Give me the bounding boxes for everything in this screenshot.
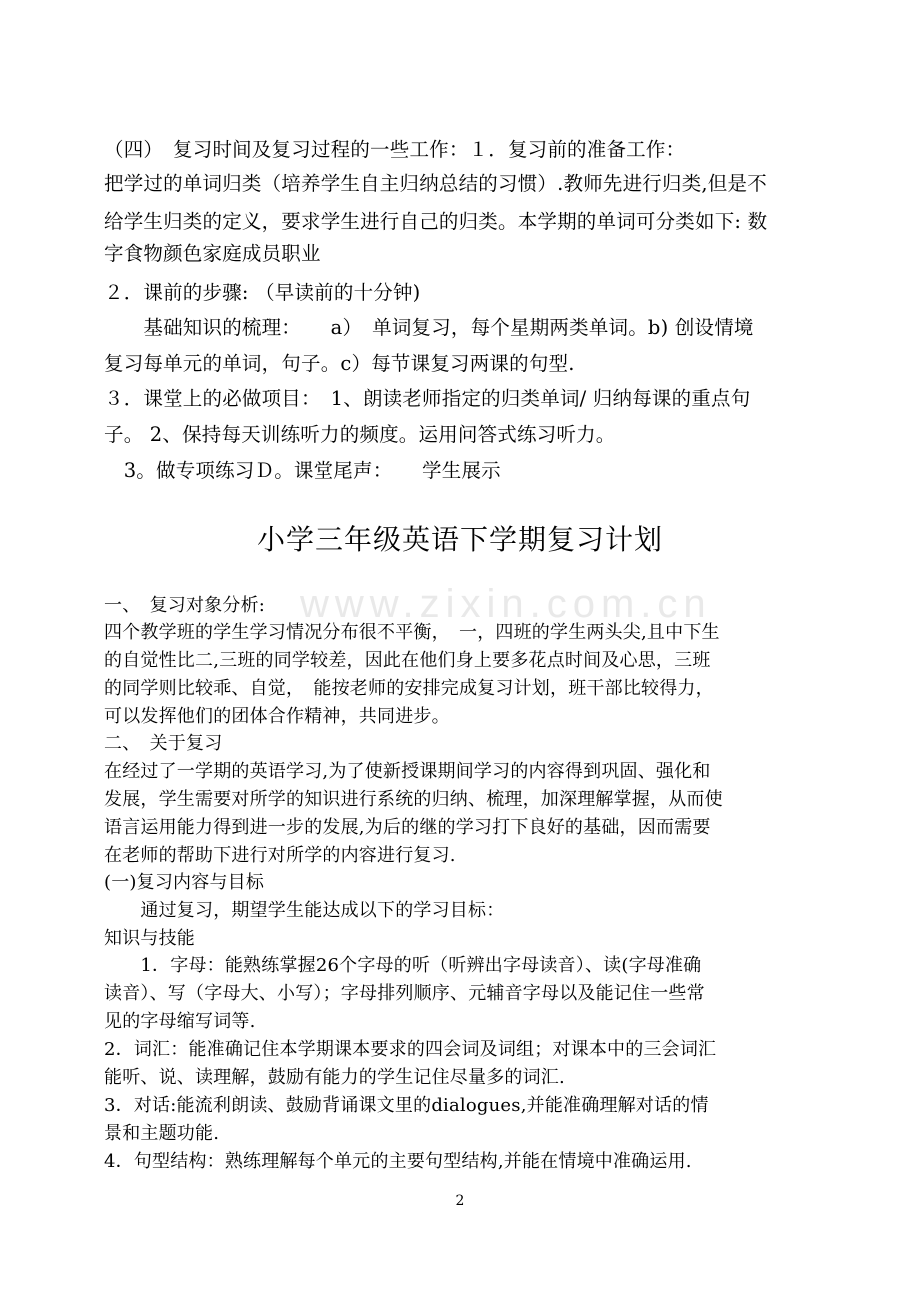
paragraph-line: 的自觉性比二,三班的同学较差，因此在他们身上要多花点时间及心思，三班 (104, 650, 711, 671)
paragraph-line: 语言运用能力得到进一步的发展,为后的继的学习打下良好的基础，因而需要 (104, 817, 711, 838)
paragraph-line: 可以发挥他们的团体合作精神，共同进步。 (104, 706, 450, 727)
paragraph-line: 3．对话:能流利朗读、鼓励背诵课文里的dialogues,并能准确理解对话的情 (104, 1095, 709, 1116)
section-heading: 二、 关于复习 (104, 733, 223, 754)
paragraph-line: 1．字母：能熟练掌握26个字母的听（听辨出字母读音）、读(字母准确 (104, 955, 702, 976)
paragraph-line: 在老师的帮助下进行对所学的内容进行复习. (104, 845, 456, 866)
paragraph-line: 景和主题功能. (104, 1123, 220, 1144)
paragraph-line: 基础知识的梳理： a） 单词复习，每个星期两类单词。b) 创设情境 (104, 316, 754, 339)
paragraph-line: 通过复习，期望学生能达成以下的学习目标： (104, 900, 505, 921)
paragraph-line: 字食物颜色家庭成员职业 (104, 242, 321, 265)
subsection-heading: 知识与技能 (104, 928, 195, 949)
paragraph-line: 把学过的单词归类（培养学生自主归纳总结的习惯）.教师先进行归类,但是不 (104, 172, 767, 195)
paragraph-line: 的同学则比较乖、自觉， 能按老师的安排完成复习计划，班干部比较得力， (104, 678, 714, 699)
section-heading: 一、 复习对象分析: (104, 595, 266, 616)
paragraph-line: 在经过了一学期的英语学习,为了使新授课期间学习的内容得到巩固、强化和 (104, 761, 711, 782)
page-number: 2 (455, 1193, 465, 1209)
paragraph-line: 3。做专项练习Ｄ。课堂尾声： 学生展示 (104, 459, 501, 482)
paragraph-line: 四个教学班的学生学习情况分布很不平衡， 一，四班的学生两头尖,且中下生 (104, 622, 720, 643)
paragraph-line: 发展，学生需要对所学的知识进行系统的归纳、梳理，加深理解掌握，从而使 (104, 789, 723, 810)
paragraph-line: ２．课前的步骤: （早读前的十分钟) (104, 281, 421, 304)
paragraph-line: 读音）、写（字母大、小写）；字母排列顺序、元辅音字母以及能记住一些常 (104, 983, 705, 1004)
paragraph-line: 见的字母缩写词等. (104, 1011, 256, 1032)
paragraph-line: 4．句型结构：熟练理解每个单元的主要句型结构,并能在情境中准确运用. (104, 1151, 692, 1172)
subsection-heading: (一)复习内容与目标 (104, 872, 265, 893)
paragraph-line: 能听、说、读理解，鼓励有能力的学生记住尽量多的词汇. (104, 1067, 565, 1088)
document-title: 小学三年级英语下学期复习计划 (256, 523, 663, 556)
paragraph-line: （四） 复习时间及复习过程的一些工作：１．复习前的准备工作： (104, 138, 686, 161)
paragraph-line: 复习每单元的单词，句子。c）每节课复习两课的句型. (104, 352, 575, 375)
watermark: www.zixin.com.cn (300, 582, 712, 626)
paragraph-line: ３．课堂上的必做项目： 1、朗读老师指定的归类单词/ 归纳每课的重点句 (104, 387, 751, 410)
paragraph-line: 2．词汇：能准确记住本学期课本要求的四会词及词组；对课本中的三会词汇 (104, 1039, 717, 1060)
paragraph-line: 子。 2、保持每天训练听力的频度。运用问答式练习听力。 (104, 423, 616, 446)
paragraph-line: 给学生归类的定义，要求学生进行自己的归类。本学期的单词可分类如下: 数 (104, 210, 768, 233)
